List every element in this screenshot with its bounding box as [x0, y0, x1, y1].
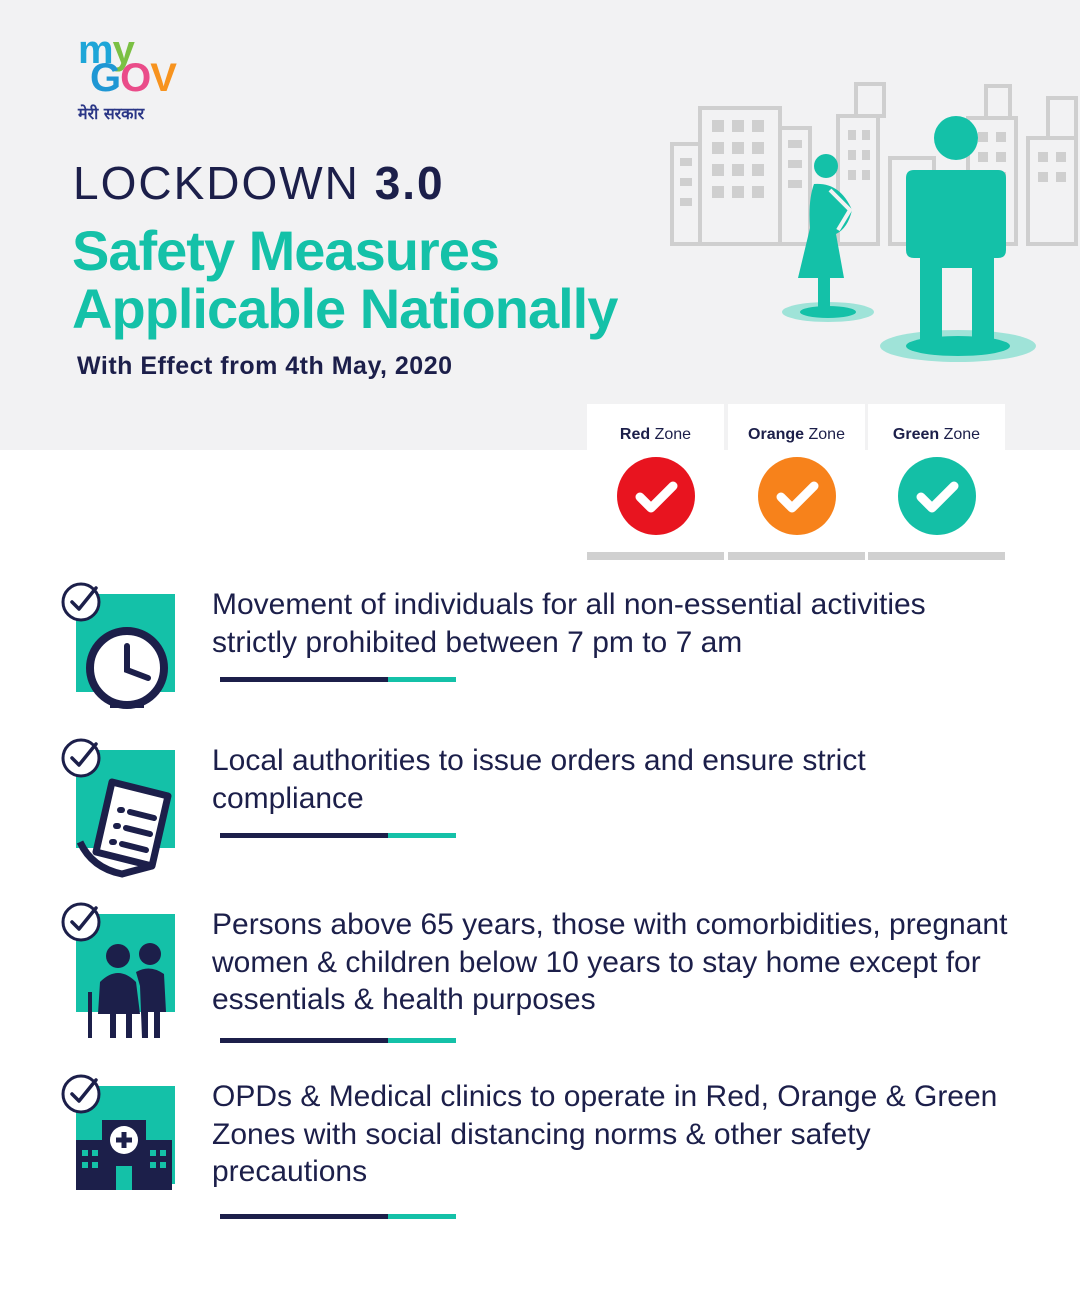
lockdown-heading: LOCKDOWN 3.0: [73, 157, 445, 209]
divider: [220, 677, 456, 682]
document-icon: [70, 770, 180, 880]
zone-card-red: [587, 404, 724, 560]
measure-text: Movement of individuals for all non-essential activities strictly prohibited between 7 pm to 7 am: [212, 588, 926, 659]
zone-label: Orange Zone: [748, 426, 845, 443]
city-people-illustration: [668, 78, 1080, 368]
measure-text: Local authorities to issue orders and ensure strict compliance: [212, 744, 866, 815]
divider: [220, 833, 456, 838]
logo-gov: GOV: [90, 56, 176, 100]
page-title: Safety Measures Applicable Nationally: [72, 219, 618, 340]
mygov-logo[interactable]: [76, 30, 196, 125]
logo-my: my: [78, 28, 134, 72]
zone-card-orange: [728, 404, 865, 560]
effective-date: With Effect from 4th May, 2020: [77, 352, 453, 380]
check-icon: [758, 457, 836, 535]
hospital-icon: [70, 1106, 180, 1196]
measure-text: OPDs & Medical clinics to operate in Red, Orange & Green Zones with social distancing norms & other safety precautions: [212, 1080, 998, 1188]
clock-icon: [70, 614, 180, 714]
zone-label: Red Zone: [619, 426, 692, 443]
logo-hindi-tagline: मेरी सरकार: [78, 104, 145, 123]
check-icon: [898, 457, 976, 535]
zone-card-green: [868, 404, 1005, 560]
zone-label: Green Zone: [892, 426, 981, 443]
check-icon: [617, 457, 695, 535]
divider: [220, 1214, 456, 1219]
divider: [220, 1038, 456, 1043]
elderly-couple-icon: [70, 934, 180, 1044]
measure-text: Persons above 65 years, those with comorbidities, pregnant women & children below 10 years to stay home except for essentials & health purposes: [212, 908, 1008, 1016]
